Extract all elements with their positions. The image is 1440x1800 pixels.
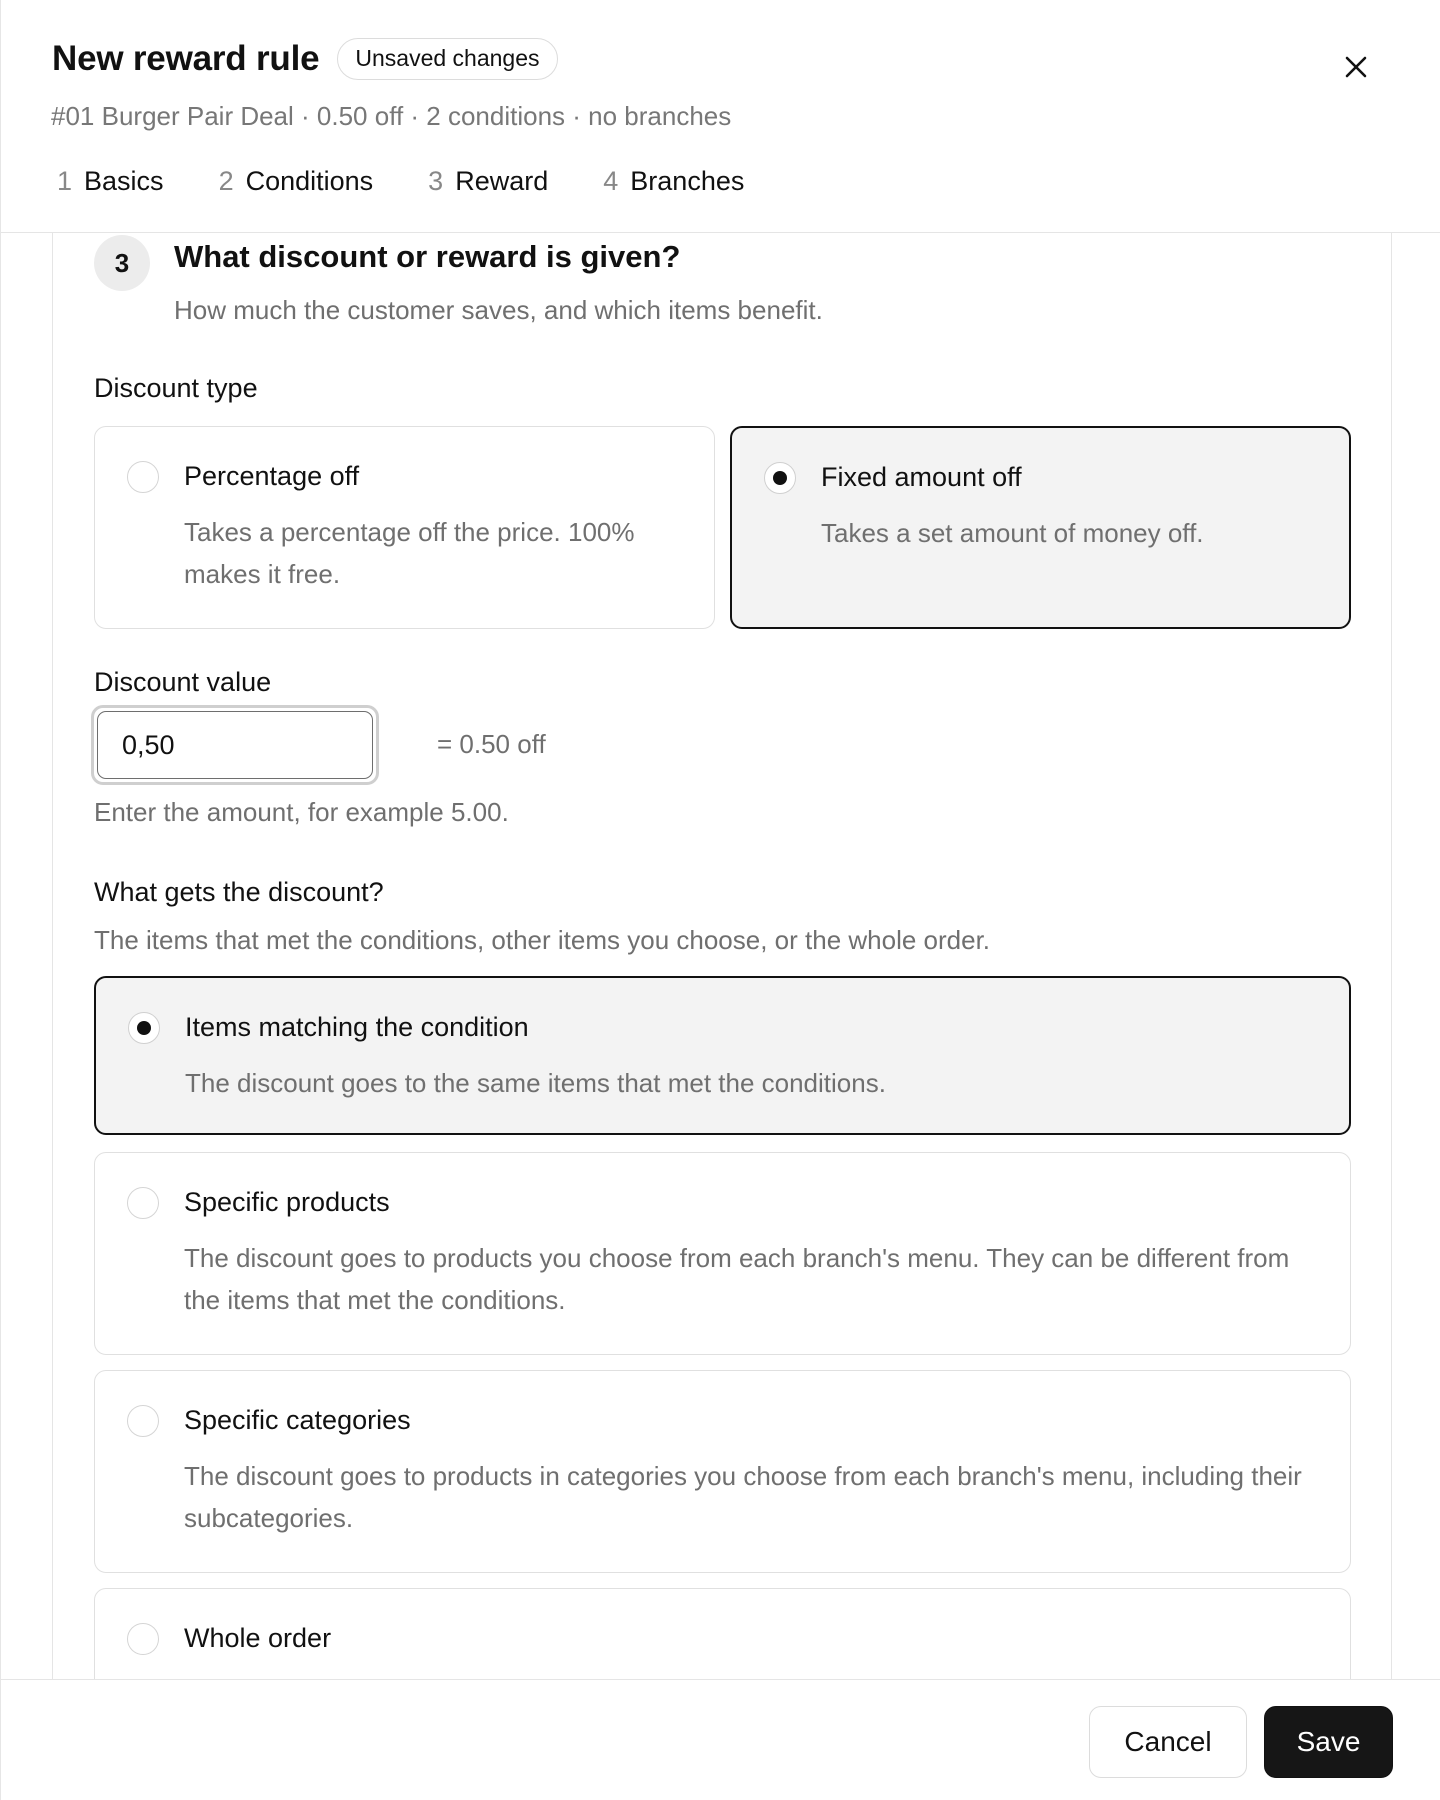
section-title: What discount or reward is given? — [174, 239, 681, 274]
option-fixed-amount-off[interactable] — [730, 426, 1351, 629]
target-help: The items that met the conditions, other items you choose, or the whole order. — [94, 925, 991, 955]
close-icon — [1345, 56, 1367, 78]
tab-basics[interactable] — [57, 166, 164, 197]
radio-specific-products[interactable] — [127, 1187, 159, 1219]
radio-fixed-amount-off[interactable] — [764, 462, 796, 494]
option-title: Specific categories — [184, 1405, 411, 1435]
title-row — [52, 38, 558, 80]
step-number: 1 — [57, 166, 73, 196]
option-description: The discount goes to products you choose from each branch's menu. They can be different from the items that met the conditions. — [184, 1243, 1290, 1315]
discount-value-focus-ring — [91, 705, 379, 785]
tab-conditions[interactable] — [219, 166, 374, 197]
step-number: 3 — [428, 166, 444, 196]
option-specific-products[interactable] — [94, 1152, 1351, 1355]
step-label: Branches — [630, 166, 745, 196]
target-label: What gets the discount? — [94, 877, 384, 907]
option-title: Specific products — [184, 1187, 390, 1217]
section-description: How much the customer saves, and which items benefit. — [174, 295, 823, 325]
option-title: Percentage off — [184, 461, 360, 491]
tab-reward[interactable] — [428, 166, 548, 197]
unsaved-badge: Unsaved changes — [337, 38, 557, 80]
cancel-button[interactable]: Cancel — [1089, 1706, 1247, 1778]
option-title: Items matching the condition — [185, 1012, 529, 1042]
panel-footer — [1, 1679, 1440, 1800]
discount-value-help: Enter the amount, for example 5.00. — [94, 797, 509, 827]
discount-value-input[interactable] — [97, 711, 373, 779]
option-description: The discount goes to products in categories you choose from each branch's menu, including their subcategories. — [184, 1461, 1302, 1533]
option-items-matching[interactable] — [94, 976, 1351, 1135]
option-description: The discount goes to the same items that met the conditions. — [185, 1068, 886, 1098]
panel-header — [1, 0, 1440, 233]
rule-summary: #01 Burger Pair Deal · 0.50 off · 2 conditions · no branches — [51, 101, 732, 131]
discount-value-label: Discount value — [94, 667, 272, 697]
discount-equivalent: = 0.50 off — [437, 729, 546, 759]
option-title: Fixed amount off — [821, 462, 1022, 492]
option-percentage-off[interactable] — [94, 426, 715, 629]
option-title: Whole order — [184, 1623, 332, 1653]
step-number: 2 — [218, 166, 234, 196]
page-title: New reward rule — [52, 39, 320, 78]
option-description: Takes a percentage off the price. 100% makes it free. — [184, 517, 635, 589]
step-label: Conditions — [245, 166, 374, 196]
section-number-badge: 3 — [94, 235, 150, 291]
discount-type-label: Discount type — [94, 373, 258, 403]
close-button[interactable] — [1339, 50, 1373, 84]
radio-percentage-off[interactable] — [127, 461, 159, 493]
save-button[interactable]: Save — [1264, 1706, 1393, 1778]
step-tabs — [57, 166, 799, 197]
radio-items-matching[interactable] — [128, 1012, 160, 1044]
step-label: Basics — [84, 166, 164, 196]
option-description: Takes a set amount of money off. — [821, 518, 1204, 548]
tab-branches[interactable] — [603, 166, 744, 197]
reward-section[interactable] — [52, 233, 1392, 1679]
option-specific-categories[interactable] — [94, 1370, 1351, 1573]
step-label: Reward — [455, 166, 549, 196]
radio-whole-order[interactable] — [127, 1623, 159, 1655]
step-number: 4 — [603, 166, 619, 196]
option-whole-order[interactable] — [94, 1588, 1351, 1679]
radio-specific-categories[interactable] — [127, 1405, 159, 1437]
